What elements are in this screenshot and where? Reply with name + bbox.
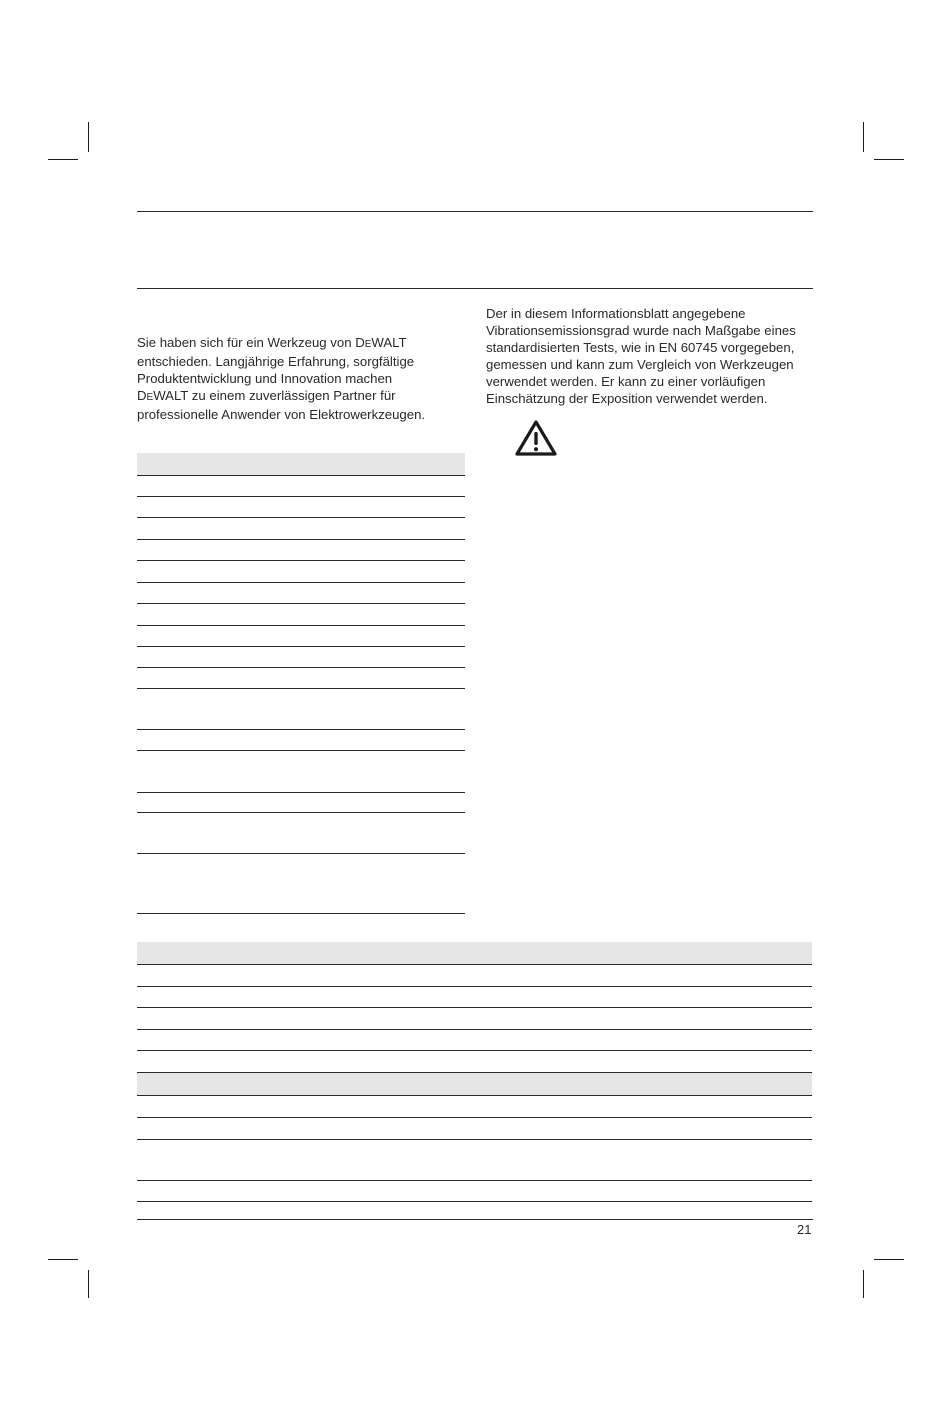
table-row-line <box>137 986 812 987</box>
table-row-line <box>137 496 465 497</box>
technical-data-table <box>137 453 465 915</box>
vibration-line: gemessen und kann zum Vergleich von Werkzeugen <box>486 357 794 372</box>
crop-mark-bottom-left-v <box>88 1270 89 1298</box>
table-row-line <box>137 603 465 604</box>
vibration-paragraph <box>486 305 816 407</box>
table-row-line <box>137 913 465 914</box>
table-row-line <box>137 1007 812 1008</box>
crop-mark-top-left-v <box>88 122 89 152</box>
table-row-line <box>137 812 465 813</box>
intro-paragraph <box>137 334 467 423</box>
intro-line: DEWALT zu einem zuverlässigen Partner für <box>137 388 396 403</box>
table-header-shade <box>137 453 465 475</box>
crop-mark-bottom-right-v <box>863 1270 864 1298</box>
table-row-line <box>137 646 465 647</box>
table-row-line <box>137 1201 812 1202</box>
table-row-line <box>137 560 465 561</box>
table-row-line <box>137 667 465 668</box>
table-row-line <box>137 729 465 730</box>
table-row-line <box>137 1139 812 1140</box>
table-row-line <box>137 964 812 965</box>
page-number: 21 <box>797 1222 812 1237</box>
warning-triangle-icon <box>514 419 558 457</box>
intro-line: Produktentwicklung und Innovation machen <box>137 371 393 386</box>
table-row-line <box>137 1117 812 1118</box>
table-row-line <box>137 853 465 854</box>
crop-mark-top-left-h <box>48 159 78 160</box>
table-row-line <box>137 750 465 751</box>
table-row-line <box>137 1180 812 1181</box>
intro-line: Sie haben sich für ein Werkzeug von DEWALT <box>137 335 407 350</box>
table-row-line <box>137 688 465 689</box>
vibration-line: Der in diesem Informationsblatt angegebene <box>486 306 746 321</box>
table-row-line <box>137 1029 812 1030</box>
table-row-line <box>137 517 465 518</box>
header-rule-top <box>137 211 813 212</box>
declaration-table <box>137 942 812 1204</box>
table-row-line <box>137 1095 812 1096</box>
table-row-line <box>137 625 465 626</box>
header-rule-bottom <box>137 288 813 289</box>
crop-mark-bottom-left-h <box>48 1259 78 1260</box>
footer-rule <box>137 1219 813 1220</box>
table-row-line <box>137 539 465 540</box>
vibration-line: verwendet werden. Er kann zu einer vorläufigen <box>486 374 766 389</box>
table-row-line <box>137 475 465 476</box>
intro-line: entschieden. Langjährige Erfahrung, sorgfältige <box>137 354 415 369</box>
crop-mark-top-right-v <box>863 122 864 152</box>
table-row-line <box>137 1050 812 1051</box>
crop-mark-bottom-right-h <box>874 1259 904 1260</box>
intro-line: professionelle Anwender von Elektrowerkzeugen. <box>137 407 426 422</box>
vibration-line: standardisierten Tests, wie in EN 60745 vorgegeben, <box>486 340 795 355</box>
table-section-shade <box>137 1073 812 1095</box>
table-row-line <box>137 582 465 583</box>
table-row-line <box>137 792 465 793</box>
vibration-line: Vibrationsemissionsgrad wurde nach Maßgabe eines <box>486 323 796 338</box>
table-header-shade <box>137 942 812 964</box>
vibration-line: Einschätzung der Exposition verwendet werden. <box>486 391 768 406</box>
crop-mark-top-right-h <box>874 159 904 160</box>
